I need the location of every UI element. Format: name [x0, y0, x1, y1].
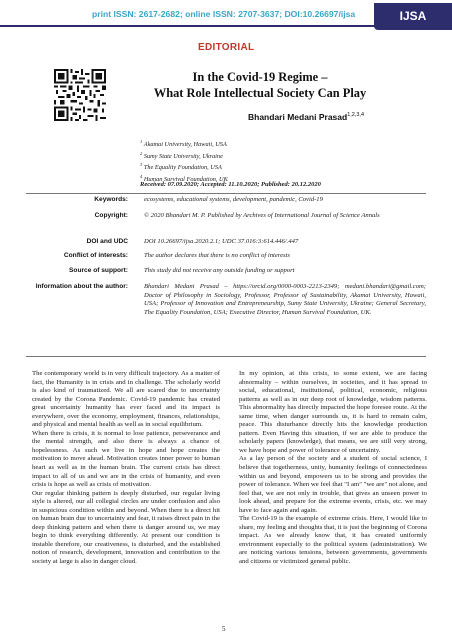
meta-row-doi: [26, 238, 426, 252]
meta-label: Conflict of interests:: [63, 252, 128, 259]
publication-dates: Received: 07.09.2020; Accepted: 11.10.2020; Published: 20.12.2020: [140, 181, 321, 188]
meta-label: Keywords:: [94, 196, 128, 203]
affiliation-number: 2: [140, 150, 143, 156]
meta-row-keywords: [26, 196, 426, 212]
qr-code-icon: [54, 69, 106, 121]
meta-label: Copyright:: [94, 212, 128, 219]
article-title: [112, 69, 408, 101]
meta-value: The author declares that there is no conflict of interests: [144, 252, 290, 259]
meta-value: © 2020 Bhandari M. P. Published by Archives of International Journal of Science Annals: [144, 212, 380, 219]
meta-label: Information about the author:: [35, 283, 128, 290]
affiliation-text: Sumy State University, Ukraine: [143, 152, 223, 160]
page-number: 5: [222, 625, 226, 633]
affiliation-number: 3: [140, 162, 143, 167]
meta-row-author-info: [26, 283, 426, 317]
affiliation-text: Akamai University, Hawaii, USA: [143, 141, 227, 149]
issn-header: print ISSN: 2617-2682; online ISSN: 2707-3637; DOI:10.26697/ijsa: [92, 9, 356, 19]
title-line-2: What Role Intellectual Society Can Play: [153, 86, 367, 100]
meta-label: Source of support:: [69, 267, 128, 274]
body-column-left: [32, 370, 220, 567]
meta-value: This study did not receive any outside funding or support: [144, 267, 295, 274]
author-name: Bhandari Medani Prasad: [248, 112, 348, 122]
meta-label: DOI and UDC: [86, 238, 128, 245]
meta-row-conflict: [26, 252, 426, 267]
meta-top-rule: [26, 193, 426, 194]
article-metadata: [26, 196, 426, 317]
affiliation-text: Human Survival Foundation, UK: [143, 175, 228, 183]
affiliation-text: The Equality Foundation, USA: [143, 164, 222, 172]
body-column-right: [239, 370, 427, 567]
section-label: EDITORIAL: [198, 42, 255, 53]
paragraph: The Covid-19 is the example of extreme crisis. Here, I would like to share, my feeling and thoughts that, it is just the beginning of Corona impact. As we already know that, it has created uniformly environment especially to the political system (administration). We are noticing various tensions, between governments, governments and citizens or victimized general public.: [239, 515, 427, 566]
affiliations: [140, 138, 228, 184]
title-line-1: In the Covid-19 Regime –: [192, 70, 328, 84]
meta-row-support: [26, 267, 426, 283]
meta-value: ecosystems, educational systems, development, pandemic, Covid-19: [144, 196, 323, 203]
meta-row-copyright: [26, 212, 426, 238]
meta-value: Bhandari Medani Prasad – https://orcid.org/0000-0003-2213-2349; medani.bhandari@gmail.com; Doctor of Philosophy in Sociology, Professor, Professor of Sustainability, Akamai University, Hawaii, USA; Professor of Innovation and Entrepreneurship, Sumy State University, Ukraine; General Secretary, The Equality Foundation, USA; Executive Director, Human Survival Foundation, UK.: [144, 283, 426, 316]
affiliation-number: 1: [140, 139, 143, 144]
paragraph: When there is crisis, it is normal to lose patience, perseverance and the mental strength, and also there is always a chance of hopelessness. As such we live in hope and hope creates the motivation to move ahead. Motivation creates inner power to human heart as well as in the human brain. The current crisis has direct impact to all of us and we are in the crisis of humanity, and even crisis is hope as well as crisis of motivation.: [32, 429, 220, 489]
meta-bottom-rule: [26, 356, 426, 357]
paragraph: In my opinion, at this crisis, to some extent, we are facing abnormality – within ourselves, in societies, and it has spread to social, educational, institutional, political, economic, religious patterns as well as in our deep root of knowledge, wisdom patterns. This abnormality has directly impacted the hope foresee route. At the same time, when danger surrounds us, it is hard to remain calm, peace. This disturbance directly hits the knowledge production pattern. Even Having this situation, if we are able to produce the scholarly papers (knowledge), that means, we are still very strong, we have hope and power of tolerance of uncertainty.: [239, 370, 427, 454]
paragraph: As a lay person of the society and a student of social science, I believe that togetherness, unity, humanity feelings of connectedness within us and beyond, empowers us to be strong and provides the power of tolerance. When we feel that "I am" "we are" not alone, and feel that, we are not only in trouble, that gives an unseen power to look ahead, and prepare for the extreme events, crisis, etc. we may have to face again and again.: [239, 455, 427, 514]
paragraph: Our regular thinking pattern is deeply disturbed, our regular living style is altered, our all collegial circles are under confusion and also in suspicious condition within and beyond. When there is a direct hit on human brain due to uncertainty and fear, it raises direct pain in the deep thinking pattern and when there is danger around us, we may begin to think everything differently. At present our condition is instable therefore, our creativeness, is disturbed, and the established notion of research, development, innovation and contribution to the society at large is also in danger cloud.: [32, 489, 220, 566]
meta-value: DOI 10.26697/ijsa.2020.2.1; UDC 37.016:3:614.446/.447: [144, 238, 299, 245]
journal-badge: IJSA: [374, 3, 452, 30]
paragraph: The contemporary world is in very difficult trajectory. As a matter of fact, the Humanity is in crisis and in challenge. The scholarly world is also kind of traumatized. We all are scared due to uncertainty created by the Corona Pandemic. Covid-19 pandemic has created great uncertainty humanity has ever faced and its impact is everywhere, over the economy, employment, finances, relationships, and physical and mental health as well as in social equilibrium.: [32, 370, 220, 429]
author-byline: [248, 112, 364, 122]
affiliation-item: [140, 150, 228, 162]
affiliation-item: [140, 161, 228, 173]
author-affiliation-marks: 1,2,3,4: [347, 112, 365, 119]
affiliation-number: 4: [140, 173, 143, 179]
affiliation-item: [140, 138, 228, 150]
